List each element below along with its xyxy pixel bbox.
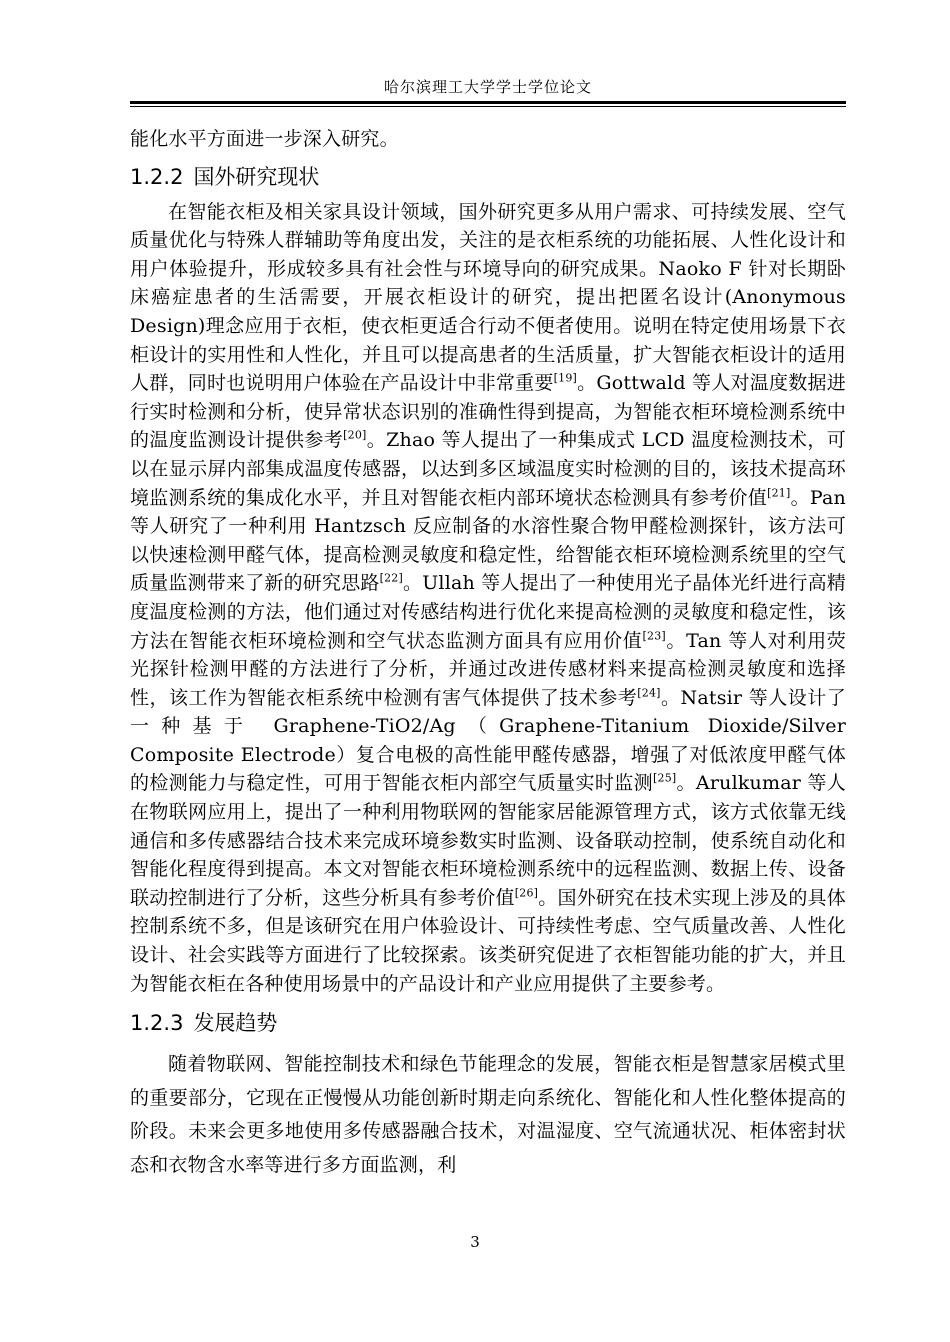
section-heading-1-2-2 [130, 160, 846, 194]
section-title: 国外研究现状 [193, 164, 320, 189]
citation-ref: [25] [653, 772, 677, 786]
paragraph-text: 。Gottwald 等人对温度数据进行实时检测和分析，使异常状态识别的准确性得到提高，为智能衣柜环境检测系统中的温度监测设计提供参考 [130, 372, 846, 452]
running-header: 哈尔滨理工大学学士学位论文 [383, 78, 592, 96]
citation-ref: [20] [343, 429, 367, 443]
section-heading-1-2-3 [130, 1006, 846, 1040]
page-body [130, 125, 846, 1182]
continued-paragraph: 能化水平方面进一步深入研究。 [130, 128, 399, 150]
header-rule-thin [130, 106, 846, 107]
paragraph-text: 。Ullah 等人提出了一种使用光子晶体光纤进行高精度温度检测的方法，他们通过对传感结构进行优化来提高检测的灵敏度和稳定性，该方法在智能衣柜环境检测和空气状态监测方面具有应用价值 [130, 572, 846, 652]
header-rule-thick [130, 101, 846, 104]
paragraph-text: 。Natsir 等人设计了一种基于 Graphene-TiO2/Ag（Graphene-Titanium Dioxide/Silver Composite Electrode）复合电极的高性能甲醛传感器，增强了对低浓度甲醛气体的检测能力与稳定性，可用于智能衣柜内部空气质量实时监测 [130, 686, 847, 795]
section-number: 1.2.2 [130, 164, 184, 189]
page-number: 3 [470, 1233, 480, 1251]
trend-paragraph: 随着物联网、智能控制技术和绿色节能理念的发展，智能衣柜是智慧家居模式里的重要部分，它现在正慢慢从功能创新时期走向系统化、智能化和人性化整体提高的阶段。未来会更多地使用多传感器融合技术，对温湿度、空气流通状况、柜体密封状态和衣物含水率等进行多方面监测，利 [130, 1053, 846, 1176]
citation-ref: [21] [767, 486, 791, 500]
paragraph-text: 。Zhao 等人提出了一种集成式 LCD 温度检测技术，可以在显示屏内部集成温度传感器，以达到多区域温度实时检测的目的，该技术提高环境监测系统的集成化水平，并且对智能衣柜内部环境状态检测具有参考价值 [130, 429, 847, 509]
paragraph-text: 在智能衣柜及相关家具设计领域，国外研究更多从用户需求、可持续发展、空气质量优化与特殊人群辅助等角度出发，关注的是衣柜系统的功能拓展、人性化设计和用户体验提升，形成较多具有社会性与环境导向的研究成果。Naoko F 针对长期卧床癌症患者的生活需要，开展衣柜设计的研究，提出把匿名设计(Anonymous Design)理念应用于衣柜，使衣柜更适合行动不便者使用。说明在特定使用场景下衣柜设计的实用性和人性化，并且可以提高患者的生活质量，扩大智能衣柜设计的适用人群，同时也说明用户体验在产品设计中非常重要 [130, 200, 846, 395]
citation-ref: [23] [642, 629, 666, 643]
paragraph-text: 。Arulkumar 等人在物联网应用上，提出了一种利用物联网的智能家居能源管理方式，该方式依靠无线通信和多传感器结合技术来完成环境参数实时监测、设备联动控制，使系统自动化和智能化程度得到提高。本文对智能衣柜环境检测系统中的远程监测、数据上传、设备联动控制进行了分析，这些分析具有参考价值 [130, 772, 847, 909]
paragraph-text: 。Pan 等人研究了一种利用 Hantzsch 反应制备的水溶性聚合物甲醛检测探针，该方法可以快速检测甲醛气体，提高检测灵敏度和稳定性，给智能衣柜环境检测系统里的空气质量监测带来了新的研究思路 [130, 486, 846, 595]
citation-ref: [19] [553, 371, 578, 385]
citation-ref: [24] [637, 686, 661, 700]
citation-ref: [22] [379, 571, 403, 585]
section-title: 发展趋势 [193, 1011, 278, 1036]
paragraph-text: 。Tan 等人对利用荧光探针检测甲醛的方法进行了分析，并通过改进传感材料来提高检测灵敏度和选择性，该工作为智能衣柜系统中检测有害气体提供了技术参考 [130, 629, 846, 709]
paragraph-text: 。国外研究在技术实现上涉及的具体控制系统不多，但是该研究在用户体验设计、可持续性考虑、空气质量改善、人性化设计、社会实践等方面进行了比较探索。该类研究促进了衣柜智能功能的扩大，并且为智能衣柜在各种使用场景中的产品设计和产业应用提供了主要参考。 [130, 886, 846, 995]
foreign-research-paragraph [130, 198, 846, 999]
citation-ref: [26] [514, 886, 539, 900]
section-number: 1.2.3 [130, 1011, 184, 1036]
